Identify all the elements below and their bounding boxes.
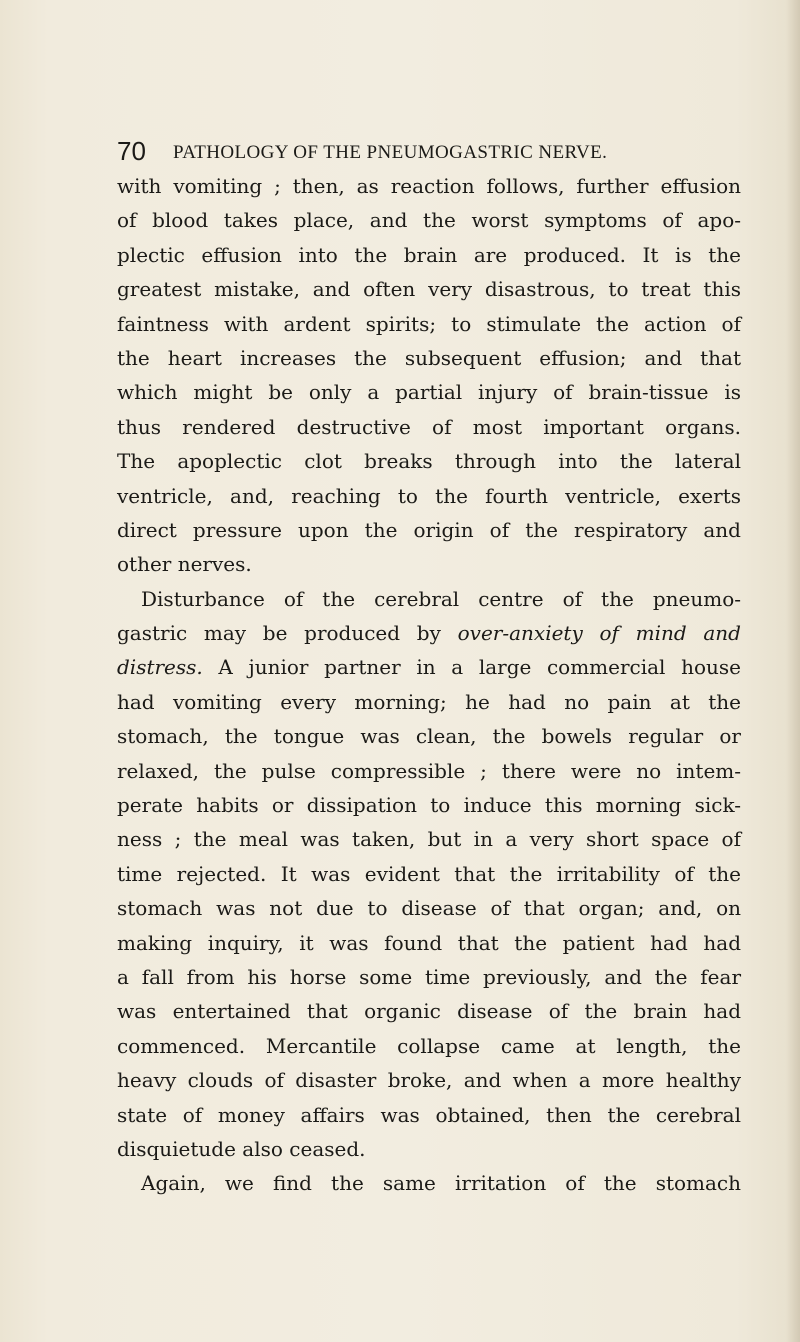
text-line: of blood takes place, and the worst symptoms of apo- — [117, 208, 741, 233]
text-line: which might be only a partial injury of brain-tissue is — [117, 380, 741, 405]
italic-phrase: distress. — [117, 655, 203, 680]
running-title: PATHOLOGY OF THE PNEUMOGASTRIC NERVE. — [173, 142, 608, 163]
text-line: with vomiting ; then, as reaction follows, further effusion — [117, 174, 741, 198]
text-line: ventricle, and, reaching to the fourth ventricle, exerts — [117, 483, 741, 508]
text-line: thus rendered destructive of most important organs. — [117, 414, 741, 439]
text-line: relaxed, the pulse compressible ; there were no intem- — [117, 758, 741, 783]
text-line: stomach was not due to disease of that organ; and, on — [117, 896, 741, 921]
text-line: faintness with ardent spirits; to stimulate the action of — [117, 311, 741, 336]
text-line: time rejected. It was evident that the irritability of the — [117, 861, 741, 886]
text-line: Again, we find the same irritation of the stomach — [141, 1171, 741, 1196]
text-line: ness ; the meal was taken, but in a very short space of — [117, 827, 741, 852]
text-line: had vomiting every morning; he had no pain at the — [117, 689, 741, 714]
text-line — [117, 616, 741, 650]
text-fragment: gastric may be produced by — [117, 621, 441, 646]
running-head — [117, 138, 737, 168]
text-line: state of money affairs was obtained, then the cerebral — [117, 1102, 741, 1127]
text-line: heavy clouds of disaster broke, and when a more healthy — [117, 1068, 741, 1093]
text-fragment: A junior partner in a large commercial house — [218, 655, 741, 680]
text-line: plectic effusion into the brain are produced. It is the — [117, 242, 741, 267]
text-line — [117, 650, 741, 684]
body-text — [117, 169, 741, 1201]
page-number: 70 — [117, 136, 146, 166]
text-line: The apoplectic clot breaks through into the lateral — [117, 449, 741, 474]
text-line: Disturbance of the cerebral centre of the pneumo- — [141, 586, 741, 611]
italic-phrase: over-anxiety of mind and — [457, 621, 741, 646]
text-line: disquietude also ceased. — [117, 1136, 366, 1161]
text-line: making inquiry, it was found that the patient had had — [117, 930, 741, 955]
text-line: greatest mistake, and often very disastrous, to treat this — [117, 277, 741, 302]
text-line: other nerves. — [117, 552, 252, 577]
text-line: was entertained that organic disease of the brain had — [117, 999, 741, 1024]
text-line: stomach, the tongue was clean, the bowels regular or — [117, 724, 741, 749]
text-line: a fall from his horse some time previously, and the fear — [117, 964, 741, 989]
text-line: the heart increases the subsequent effusion; and that — [117, 345, 741, 370]
text-line: perate habits or dissipation to induce this morning sick- — [117, 793, 741, 818]
text-line: direct pressure upon the origin of the respiratory and — [117, 517, 741, 542]
page-edge-shadow — [786, 0, 800, 1342]
text-line: commenced. Mercantile collapse came at length, the — [117, 1033, 741, 1058]
